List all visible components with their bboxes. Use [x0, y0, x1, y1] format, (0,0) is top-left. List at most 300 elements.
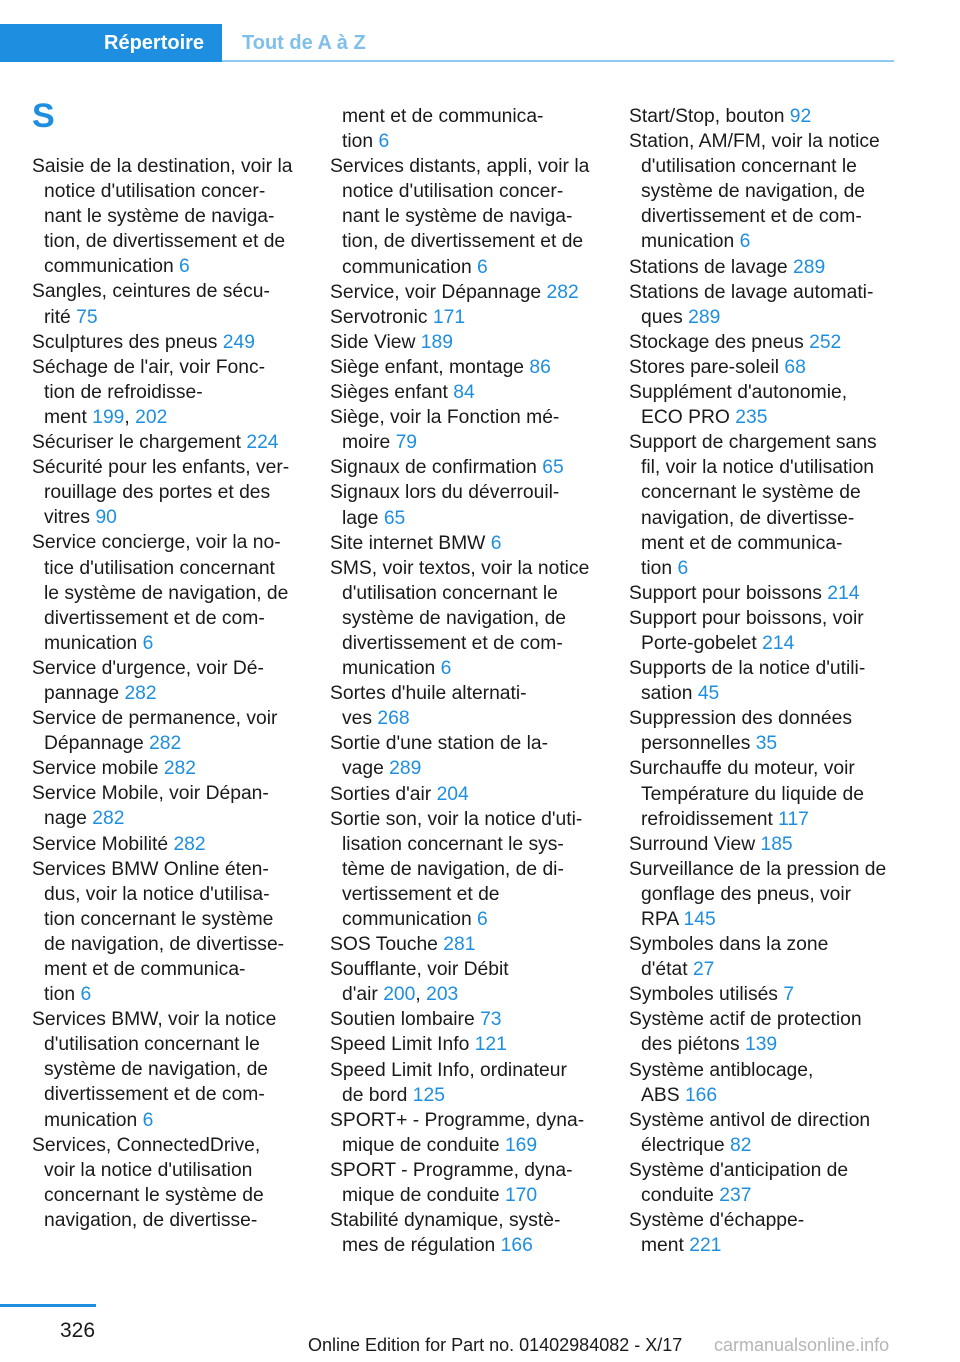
index-entry — [32, 781, 304, 831]
section-letter: S — [32, 97, 55, 135]
index-entry — [330, 405, 602, 455]
entry-text — [330, 305, 602, 330]
entry-line: Sièges enfant — [330, 382, 448, 404]
entry-text — [44, 179, 304, 204]
entry-text — [342, 179, 602, 204]
entry-line: Signaux lors du déverrouil‐ — [330, 482, 560, 504]
entry-text — [32, 857, 304, 882]
entry-text — [342, 255, 602, 280]
page-link[interactable]: 82 — [729, 1134, 752, 1156]
entry-line: ABS — [641, 1084, 680, 1106]
entry-line: Sorties d'air — [330, 783, 432, 805]
page-link[interactable]: 202 — [135, 406, 168, 428]
entry-text: ment 199, 202 — [44, 406, 168, 428]
entry-text — [641, 229, 901, 254]
entry-text — [641, 506, 901, 531]
index-entry — [330, 280, 602, 305]
index-entry — [32, 154, 304, 279]
entry-text — [44, 1057, 304, 1082]
index-entry — [629, 1158, 901, 1208]
entry-text — [629, 756, 901, 781]
index-column-2 — [330, 104, 602, 1258]
entry-line: Séchage de l'air, voir Fonc‐ — [32, 356, 266, 378]
page-link[interactable]: 65 — [542, 457, 564, 479]
entry-text — [629, 706, 901, 731]
entry-line: concernant le système de — [641, 482, 861, 504]
index-entry — [629, 1208, 901, 1258]
page-link[interactable]: 204 — [436, 783, 469, 805]
entry-line: Porte-gobelet — [641, 632, 757, 654]
page-link[interactable]: 79 — [395, 432, 418, 454]
index-column-3 — [629, 104, 901, 1258]
entry-line: SPORT - Programme, dyna‐ — [330, 1159, 573, 1181]
page-link[interactable]: 166 — [684, 1084, 718, 1106]
entry-line: ment — [44, 406, 87, 428]
entry-line: vertissement et de — [342, 883, 500, 905]
page-link[interactable]: 6 — [142, 632, 154, 654]
entry-text — [330, 1058, 602, 1083]
page-link[interactable]: 282 — [149, 733, 182, 755]
entry-line: Servotronic — [330, 306, 428, 328]
entry-line: divertissement et de com‐ — [342, 632, 563, 654]
page-link[interactable]: 27 — [692, 959, 715, 981]
page-link[interactable]: 235 — [735, 407, 768, 429]
index-entry — [629, 706, 901, 756]
page-link[interactable]: 65 — [383, 507, 406, 529]
footer-rule — [0, 1304, 96, 1307]
page-link[interactable]: 84 — [453, 382, 475, 404]
page-number: 326 — [60, 1319, 96, 1342]
page-link[interactable]: 125 — [412, 1084, 445, 1106]
entry-text — [641, 631, 901, 656]
entry-line: Service mobile — [32, 758, 159, 780]
entry-text — [44, 1082, 304, 1107]
entry-line: Stabilité dynamique, systè‐ — [330, 1210, 561, 1232]
entry-line: Services BMW Online éten‐ — [32, 858, 269, 880]
page-link[interactable]: 86 — [529, 356, 551, 378]
entry-text — [641, 455, 901, 480]
index-entry — [629, 832, 901, 857]
entry-text — [641, 957, 901, 982]
entry-text — [629, 355, 901, 380]
page-link[interactable]: 6 — [490, 532, 502, 554]
entry-line: Service concierge, voir la no‐ — [32, 532, 281, 554]
entry-line: SMS, voir textos, voir la notice — [330, 557, 590, 579]
entry-text — [629, 656, 901, 681]
entry-line: Side View — [330, 331, 416, 353]
entry-text — [330, 280, 602, 305]
page-link[interactable]: 35 — [755, 733, 778, 755]
page-link[interactable]: 252 — [809, 331, 842, 353]
page-link[interactable]: 145 — [683, 909, 716, 930]
page-link[interactable]: 237 — [719, 1185, 752, 1207]
entry-line: Sortie d'une station de la‐ — [330, 733, 549, 755]
entry-line: communication — [342, 256, 472, 278]
watermark: carmanualsonline.info — [714, 1335, 890, 1355]
entry-text — [44, 882, 304, 907]
page-link[interactable]: 281 — [443, 934, 476, 956]
entry-line: Sortie son, voir la notice d'uti‐ — [330, 808, 583, 830]
entry-line: Symboles dans la zone — [629, 934, 829, 956]
entry-text — [342, 756, 602, 781]
entry-text — [32, 455, 304, 480]
index-entry — [32, 355, 304, 430]
index-entry — [629, 129, 901, 254]
page-link[interactable]: 6 — [477, 256, 488, 278]
entry-line: munication — [342, 658, 436, 680]
index-entry — [330, 807, 602, 932]
entry-line: rouillage des portes et des — [44, 482, 271, 504]
index-entry — [330, 681, 602, 731]
index-entry — [330, 1208, 602, 1258]
entry-line: Start/Stop, bouton — [629, 106, 785, 127]
entry-line: Service d'urgence, voir Dé‐ — [32, 657, 264, 679]
page-link[interactable]: 289 — [688, 306, 721, 328]
entry-line: tice d'utilisation concernant — [44, 557, 275, 579]
entry-line: des piétons — [641, 1034, 740, 1056]
entry-text — [641, 1183, 901, 1208]
entry-text — [629, 832, 901, 857]
entry-text — [330, 932, 602, 957]
entry-text — [629, 932, 901, 957]
entry-line: Signaux de confirmation — [330, 457, 537, 479]
entry-text — [342, 706, 602, 731]
entry-line: système de navigation, de — [641, 181, 866, 203]
page-link[interactable]: 6 — [378, 131, 390, 153]
index-entry — [330, 957, 602, 1007]
entry-text — [641, 154, 901, 179]
entry-text — [342, 656, 602, 681]
entry-text — [330, 330, 602, 355]
entry-text — [342, 606, 602, 631]
index-entry — [629, 280, 901, 330]
index-entry — [629, 1108, 901, 1158]
entry-text — [330, 455, 602, 480]
page-link[interactable]: 171 — [432, 306, 466, 328]
entry-line: mique de conduite — [342, 1134, 500, 1156]
entry-line: Stores pare-soleil — [629, 356, 780, 378]
page-link[interactable]: 221 — [689, 1235, 722, 1257]
entry-line: Surveillance de la pression de — [629, 858, 887, 880]
page-link[interactable]: 6 — [440, 658, 452, 680]
entry-line: RPA — [641, 909, 679, 930]
entry-text — [342, 581, 602, 606]
index-entry — [629, 355, 901, 380]
page-link[interactable]: 6 — [677, 557, 689, 579]
page-link[interactable]: 75 — [76, 306, 98, 328]
entry-text — [44, 1158, 304, 1183]
page-link[interactable]: 199 — [92, 406, 125, 428]
entry-line: d'utilisation concernant le — [44, 1034, 260, 1056]
entry-text — [629, 1108, 901, 1133]
page-link[interactable]: 90 — [95, 507, 117, 529]
entry-line: notice d'utilisation concer‐ — [44, 181, 266, 203]
entry-text — [641, 882, 901, 907]
entry-line: munication — [44, 632, 138, 654]
entry-line: Symboles utilisés — [629, 984, 778, 1006]
entry-text — [44, 907, 304, 932]
entry-text — [330, 480, 602, 505]
index-entry — [629, 430, 901, 581]
entry-text — [641, 405, 901, 430]
entry-text — [32, 355, 304, 380]
entry-line: lage — [342, 507, 379, 529]
page-link[interactable]: 92 — [789, 106, 812, 127]
entry-line: vitres — [44, 507, 91, 529]
index-entry — [629, 581, 901, 606]
entry-text — [44, 254, 304, 279]
entry-text — [330, 1007, 602, 1032]
index-entry — [330, 305, 602, 330]
page-link[interactable]: 45 — [697, 683, 720, 705]
entry-text — [32, 1133, 304, 1158]
entry-text — [32, 706, 304, 731]
tab-repertoire[interactable]: Répertoire — [0, 24, 222, 62]
index-entry — [629, 756, 901, 831]
index-entry — [330, 355, 602, 380]
index-entry — [629, 857, 901, 932]
page-link[interactable]: 224 — [246, 432, 279, 454]
page-link[interactable]: 289 — [793, 256, 826, 278]
entry-text — [629, 330, 901, 355]
entry-text — [629, 982, 901, 1007]
entry-text — [44, 480, 304, 505]
entry-line: refroidissement — [641, 808, 773, 830]
entry-line: tion de refroidisse‐ — [44, 381, 203, 403]
entry-text — [629, 581, 901, 606]
entry-line: concernant le système de — [44, 1184, 264, 1206]
entry-text — [44, 957, 304, 982]
entry-text — [44, 1108, 304, 1133]
index-entry — [32, 857, 304, 1008]
entry-line: Système antiblocage, — [629, 1059, 814, 1081]
entry-line: tion, de divertissement et de — [342, 231, 584, 253]
entry-line: Service de permanence, voir — [32, 708, 278, 730]
entry-text — [342, 430, 602, 455]
entry-line: SPORT+ - Programme, dyna‐ — [330, 1109, 585, 1131]
entry-text — [641, 807, 901, 832]
index-entry — [330, 154, 602, 279]
entry-line: Soufflante, voir Débit — [330, 959, 509, 981]
entry-text: d'air 200, 203 — [342, 984, 459, 1006]
tab-a-to-z[interactable]: Tout de A à Z — [242, 32, 366, 54]
page-link[interactable]: 169 — [504, 1134, 538, 1156]
entry-text — [44, 982, 304, 1007]
entry-line: tion, de divertissement et de — [44, 231, 286, 253]
entry-line: divertissement et de com‐ — [641, 206, 862, 228]
page-link[interactable]: 6 — [179, 256, 190, 278]
index-entry — [330, 455, 602, 480]
entry-line: Supports de la notice d'utili‐ — [629, 658, 866, 680]
entry-line: ment et de communica‐ — [342, 106, 544, 127]
entry-line: lisation concernant le sys‐ — [342, 833, 564, 855]
entry-text — [342, 1233, 602, 1258]
entry-line: système de navigation, de — [342, 607, 567, 629]
entry-text — [342, 1133, 602, 1158]
page-link[interactable]: 289 — [389, 758, 422, 780]
page-link[interactable]: 214 — [827, 582, 860, 604]
entry-text — [44, 806, 304, 831]
entry-line: de bord — [342, 1084, 408, 1106]
entry-text — [32, 1007, 304, 1032]
entry-text — [330, 405, 602, 430]
index-entry — [32, 1007, 304, 1132]
entry-line: ment et de communica‐ — [44, 959, 246, 980]
page-link[interactable]: 249 — [222, 331, 255, 353]
page-link[interactable]: 282 — [546, 281, 579, 303]
entry-line: Siège enfant, montage — [330, 356, 525, 378]
entry-line: conduite — [641, 1185, 714, 1207]
entry-text — [629, 104, 901, 129]
entry-text — [641, 1233, 901, 1258]
entry-text — [32, 832, 304, 857]
page-link[interactable]: 121 — [474, 1034, 507, 1056]
entry-text — [44, 681, 304, 706]
entry-line: Siège, voir la Fonction mé‐ — [330, 407, 560, 429]
entry-text — [44, 631, 304, 656]
entry-line: gonflage des pneus, voir — [641, 883, 852, 905]
entry-line: communication — [44, 256, 174, 278]
index-entry — [32, 530, 304, 655]
entry-text — [641, 1083, 901, 1108]
entry-text — [330, 681, 602, 706]
page-link[interactable]: 189 — [420, 331, 453, 353]
entry-text — [44, 204, 304, 229]
page-link[interactable]: 268 — [377, 708, 410, 730]
index-entry — [32, 455, 304, 530]
index-entry — [330, 1058, 602, 1108]
entry-line: ECO PRO — [641, 407, 730, 429]
index-entry — [330, 556, 602, 681]
entry-line: Température du liquide de — [641, 783, 864, 805]
index-entry — [330, 731, 602, 781]
index-entry — [629, 656, 901, 706]
page-link[interactable]: 170 — [504, 1185, 538, 1207]
entry-text — [330, 1032, 602, 1057]
page-link[interactable]: 282 — [163, 758, 196, 780]
entry-line: Stations de lavage automati‐ — [629, 281, 874, 303]
entry-text — [629, 129, 901, 154]
page-link[interactable]: 282 — [124, 682, 157, 704]
index-entry — [629, 330, 901, 355]
entry-text — [330, 531, 602, 556]
entry-text — [44, 505, 304, 530]
page-link[interactable]: 282 — [92, 808, 125, 830]
entry-line: ques — [641, 306, 683, 328]
entry-text — [641, 531, 901, 556]
entry-text — [629, 430, 901, 455]
entry-text — [641, 782, 901, 807]
entry-text — [330, 1208, 602, 1233]
page-link[interactable]: 282 — [173, 833, 206, 855]
entry-text — [32, 781, 304, 806]
index-entry — [629, 104, 901, 129]
entry-line: Sculptures des pneus — [32, 331, 218, 353]
page-link[interactable]: 166 — [500, 1235, 533, 1257]
page-link[interactable]: 7 — [783, 984, 795, 1006]
page-link[interactable]: 214 — [762, 632, 795, 654]
entry-line: Support de chargement sans — [629, 432, 877, 454]
entry-text — [641, 179, 901, 204]
page-link[interactable]: 6 — [80, 984, 92, 1006]
page-link[interactable]: 203 — [426, 984, 459, 1006]
index-entry — [330, 1007, 602, 1032]
page-link[interactable]: 6 — [142, 1109, 154, 1131]
index-entry — [330, 330, 602, 355]
entry-text — [629, 1208, 901, 1233]
page-link[interactable]: 73 — [480, 1009, 502, 1031]
entry-text — [44, 731, 304, 756]
entry-line: Site internet BMW — [330, 532, 486, 554]
entry-line: notice d'utilisation concer‐ — [342, 181, 564, 203]
entry-line: Service Mobile, voir Dépan‐ — [32, 783, 269, 805]
index-entry — [330, 1032, 602, 1057]
entry-line: Dépannage — [44, 733, 144, 755]
index-entry — [32, 430, 304, 455]
entry-line: Station, AM/FM, voir la notice — [629, 131, 880, 153]
entry-line: nant le système de naviga‐ — [44, 206, 275, 228]
header-tabs — [0, 24, 960, 62]
entry-line: d'état — [641, 959, 688, 981]
entry-text — [629, 857, 901, 882]
index-entry — [32, 706, 304, 756]
index-entry — [32, 279, 304, 329]
entry-line: tion concernant le système — [44, 908, 274, 930]
page-link[interactable]: 185 — [760, 833, 793, 855]
entry-line: tion — [44, 984, 76, 1006]
entry-line: Sécurité pour les enfants, ver‐ — [32, 457, 290, 479]
entry-line: Supplément d'autonomie, — [629, 382, 848, 404]
edition-note: Online Edition for Part no. 01402984082 - X/17 — [308, 1335, 683, 1355]
entry-text — [32, 656, 304, 681]
page-link[interactable]: 6 — [739, 231, 751, 253]
index-entry — [629, 255, 901, 280]
entry-text — [44, 1032, 304, 1057]
page-link[interactable]: 68 — [784, 356, 806, 378]
index-entry — [629, 380, 901, 430]
entry-line: tème de navigation, de di‐ — [342, 858, 564, 880]
page-link[interactable]: 200 — [383, 984, 416, 1006]
entry-line: le système de navigation, de — [44, 582, 289, 604]
entry-text — [330, 355, 602, 380]
entry-text — [342, 506, 602, 531]
entry-line: voir la notice d'utilisation — [44, 1159, 253, 1181]
entry-line: ment — [641, 1235, 684, 1257]
entry-line: fil, voir la notice d'utilisation — [641, 457, 875, 479]
page-link[interactable]: 6 — [477, 909, 488, 930]
entry-text — [629, 380, 901, 405]
page-link[interactable]: 139 — [744, 1034, 778, 1056]
entry-text — [44, 1208, 304, 1233]
index-entry — [32, 330, 304, 355]
entry-line: munication — [641, 231, 735, 253]
page-link[interactable]: 117 — [778, 808, 809, 830]
entry-line: d'utilisation concernant le — [641, 156, 857, 178]
entry-text — [330, 1108, 602, 1133]
entry-line: Soutien lombaire — [330, 1009, 475, 1031]
entry-line: navigation, de divertisse‐ — [44, 1209, 258, 1231]
entry-text — [32, 279, 304, 304]
header-rule — [222, 60, 894, 62]
entry-line: Stockage des pneus — [629, 331, 804, 353]
entry-text — [342, 857, 602, 882]
entry-text — [44, 606, 304, 631]
entry-line: communication — [342, 909, 472, 930]
entry-line: Services, ConnectedDrive, — [32, 1134, 261, 1156]
entry-line: Surchauffe du moteur, voir — [629, 758, 855, 780]
entry-line: d'utilisation concernant le — [342, 582, 558, 604]
entry-text — [342, 1083, 602, 1108]
